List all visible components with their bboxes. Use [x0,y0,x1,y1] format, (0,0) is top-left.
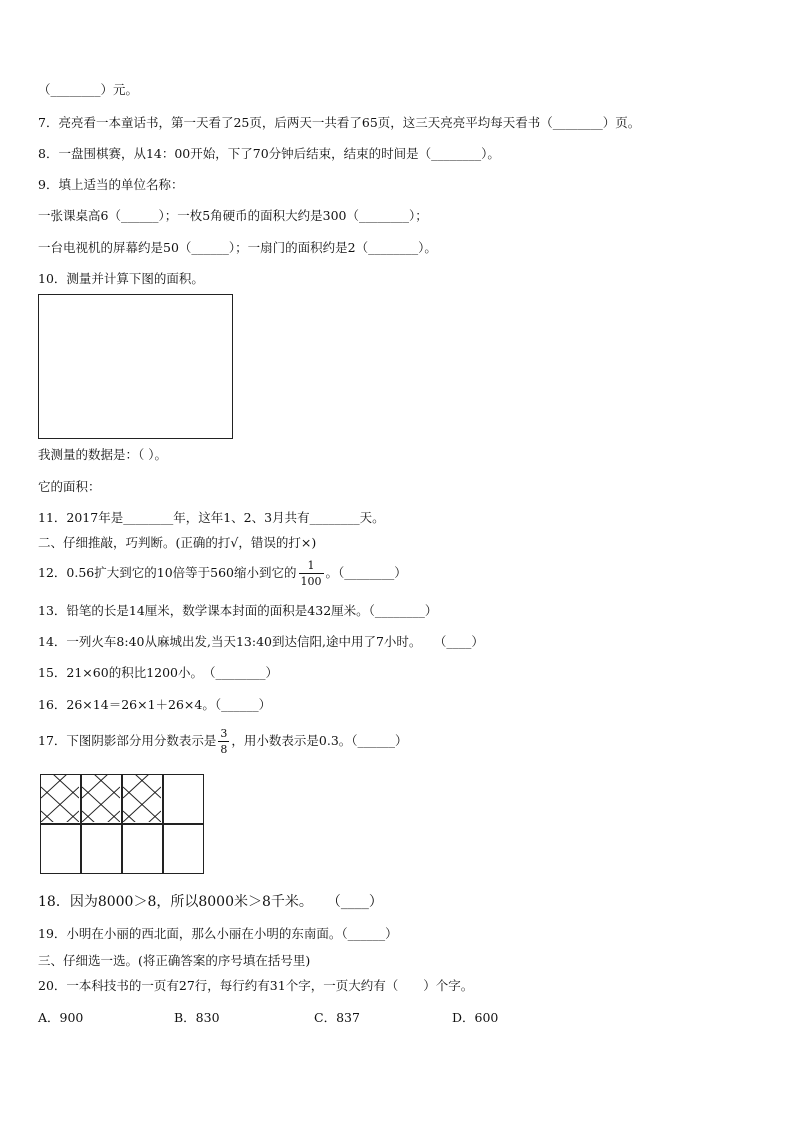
question-17-answer: ，用小数表示是0.3。（______） [231,733,408,748]
grid-cell [122,824,163,874]
question-18: 18．因为8000＞8，所以8000米＞8千米。 （____） [38,894,383,910]
grid-cell [40,824,81,874]
question-9-line-b: 一台电视机的屏幕约是50（______）；一扇门的面积约是2（________）。 [38,240,437,255]
question-7: 7．亮亮看一本童话书，第一天看了25页，后两天一共看了65页，这三天亮亮平均每天看书（________）页。 [38,115,641,130]
question-9-line-a: 一张课桌高6（______）；一枚5角硬币的面积大约是300（________）； [38,208,428,223]
fraction-denominator: 100 [300,575,322,588]
hatch-pattern [41,775,79,822]
question-12-answer: 。（________） [325,565,407,580]
question-15: 15．21×60的积比1200小。 （________） [38,665,279,680]
question-19: 19．小明在小丽的西北面，那么小丽在小明的东南面。（______） [38,926,398,941]
rectangle-figure [38,294,233,439]
hatch-pattern [82,775,120,822]
grid-cell-hatched [40,774,81,824]
fraction-grid-figure [40,774,204,874]
grid-cell [163,774,204,824]
question-9: 9．填上适当的单位名称： [38,177,184,192]
question-10-measured-data: 我测量的数据是：（ ）。 [38,447,167,462]
section-3-heading: 三、仔细选一选。(将正确答案的序号填在括号里) [38,953,311,968]
question-13: 13．铅笔的长是14厘米，数学课本封面的面积是432厘米。（________） [38,603,438,618]
fraction-one-hundredth [299,560,324,587]
question-14: 14．一列火车8:40从麻城出发,当天13:40到达信阳,途中用了7小时。 （____） [38,634,484,649]
grid-cell-hatched [122,774,163,824]
option-c: C．837 [314,1010,360,1025]
question-8: 8．一盘围棋赛，从14：00开始，下了70分钟后结束，结束的时间是（________）。 [38,146,500,161]
fraction-numerator: 1 [307,559,315,572]
grid-cell [81,824,122,874]
question-16: 16．26×14＝26×1＋26×4。（______） [38,697,272,712]
fraction-three-eighths [218,728,229,755]
question-11: 11．2017年是________年，这年1、2、3月共有________天。 [38,510,385,525]
grid-cell [163,824,204,874]
question-20: 20．一本科技书的一页有27行，每行约有31个字，一页大约有（ ）个字。 [38,978,474,993]
question-10: 10．测量并计算下图的面积。 [38,271,204,286]
answer-line-yuan: （________）元。 [38,82,139,97]
fraction-numerator: 3 [220,727,228,740]
question-12 [38,558,407,588]
option-b: B．830 [174,1010,220,1025]
question-10-area: 它的面积： [38,479,101,494]
option-d: D．600 [452,1010,499,1025]
question-12-text: 12．0.56扩大到它的10倍等于560缩小到它的 [38,565,297,580]
option-a: A．900 [38,1010,84,1025]
question-17-text: 17．下图阴影部分用分数表示是 [38,733,217,748]
hatch-pattern [123,775,161,822]
grid-cell-hatched [81,774,122,824]
section-2-heading: 二、仔细推敲，巧判断。(正确的打√，错误的打×) [38,535,317,550]
question-17 [38,726,408,756]
fraction-denominator: 8 [220,743,228,756]
